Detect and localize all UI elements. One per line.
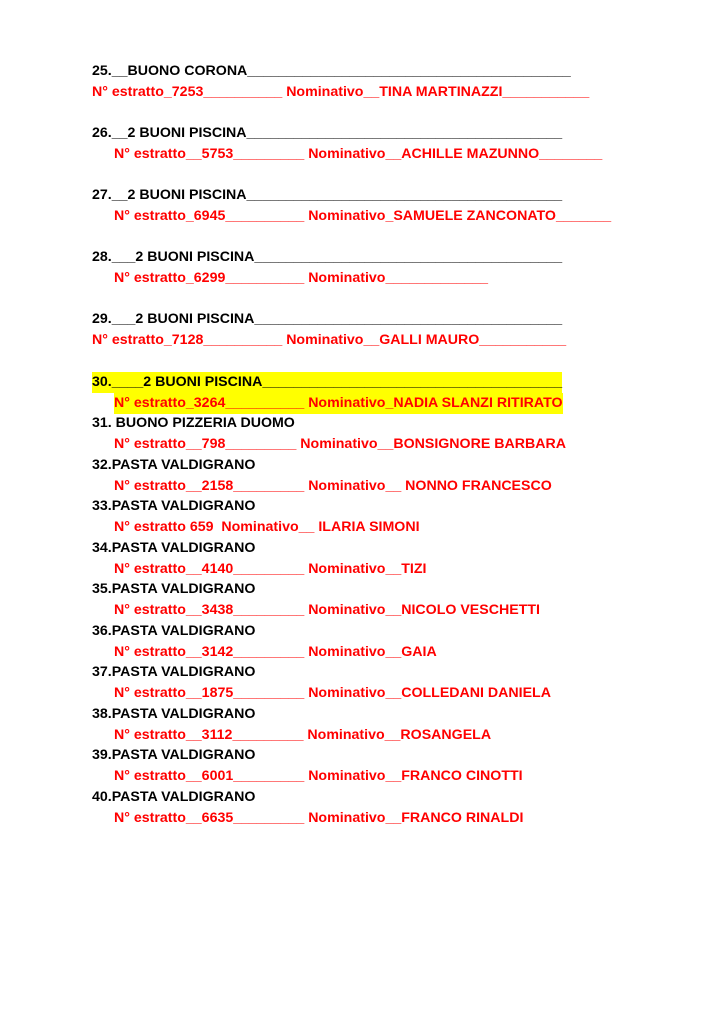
draw-entry-25: N° estratto_7253__________ Nominativo__TINA MARTINAZZI___________ bbox=[92, 84, 590, 100]
prize-title-30: 30.____2 BUONI PISCINA______________________________________ bbox=[92, 372, 562, 393]
draw-entry-34: N° estratto__4140_________ Nominativo__TIZI bbox=[114, 561, 427, 577]
draw-entry-31: N° estratto__798_________ Nominativo__BONSIGNORE BARBARA bbox=[114, 436, 566, 452]
draw-entry-26: N° estratto__5753_________ Nominativo__ACHILLE MAZUNNO________ bbox=[114, 146, 603, 162]
draw-entry-27: N° estratto_6945__________ Nominativo_SAMUELE ZANCONATO_______ bbox=[114, 208, 612, 224]
prize-title-33: 33.PASTA VALDIGRANO bbox=[92, 498, 256, 514]
draw-entry-37: N° estratto__1875_________ Nominativo__COLLEDANI DANIELA bbox=[114, 685, 551, 701]
draw-entry-33: N° estratto 659 Nominativo__ ILARIA SIMONI bbox=[114, 519, 420, 535]
prize-title-32: 32.PASTA VALDIGRANO bbox=[92, 457, 256, 473]
draw-entry-35: N° estratto__3438_________ Nominativo__NICOLO VESCHETTI bbox=[114, 602, 540, 618]
prize-title-34: 34.PASTA VALDIGRANO bbox=[92, 540, 256, 556]
draw-entry-40: N° estratto__6635_________ Nominativo__FRANCO RINALDI bbox=[114, 810, 524, 826]
prize-title-40: 40.PASTA VALDIGRANO bbox=[92, 789, 256, 805]
draw-entry-36: N° estratto__3142_________ Nominativo__GAIA bbox=[114, 644, 437, 660]
prize-title-35: 35.PASTA VALDIGRANO bbox=[92, 581, 256, 597]
draw-entry-32: N° estratto__2158_________ Nominativo__ NONNO FRANCESCO bbox=[114, 478, 552, 494]
draw-entry-38: N° estratto__3112_________ Nominativo__ROSANGELA bbox=[114, 727, 492, 743]
draw-entry-30: N° estratto_3264__________ Nominativo_NADIA SLANZI RITIRATO bbox=[114, 393, 563, 414]
prize-title-25: 25.__BUONO CORONA_________________________________________ bbox=[92, 63, 571, 79]
prize-title-27: 27.__2 BUONI PISCINA________________________________________ bbox=[92, 187, 563, 203]
prize-title-36: 36.PASTA VALDIGRANO bbox=[92, 623, 256, 639]
prize-title-31: 31. BUONO PIZZERIA DUOMO bbox=[92, 415, 295, 431]
draw-entry-29: N° estratto_7128__________ Nominativo__GALLI MAURO___________ bbox=[92, 332, 567, 348]
prize-title-37: 37.PASTA VALDIGRANO bbox=[92, 664, 256, 680]
prize-title-28: 28.___2 BUONI PISCINA_______________________________________ bbox=[92, 249, 563, 265]
prize-title-38: 38.PASTA VALDIGRANO bbox=[92, 706, 256, 722]
prize-title-39: 39.PASTA VALDIGRANO bbox=[92, 747, 256, 763]
draw-entry-39: N° estratto__6001_________ Nominativo__FRANCO CINOTTI bbox=[114, 768, 523, 784]
prize-title-26: 26.__2 BUONI PISCINA________________________________________ bbox=[92, 125, 563, 141]
draw-entry-28: N° estratto_6299__________ Nominativo_____________ bbox=[114, 270, 489, 286]
prize-title-29: 29.___2 BUONI PISCINA_______________________________________ bbox=[92, 311, 563, 327]
